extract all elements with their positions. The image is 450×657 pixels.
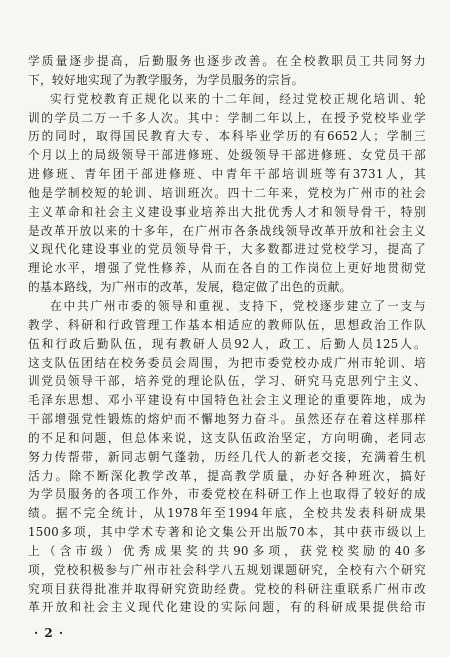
text-line: 究项目获得批准并取得研究资助经费。党校的科研注重联系广州市改 (28, 581, 426, 596)
text-line: 的不足和问题，但总体来说，这支队伍政治坚定，方向明确，老同志 (28, 430, 426, 445)
page-number: · 2 · (34, 626, 65, 640)
text-line: 义现代化建设事业的党员领导骨干，大多数都进过党校学习，提高了 (28, 242, 426, 257)
text-line: 这支队伍团结在校务委员会周围，为把市委党校办成广州市轮训、培 (28, 355, 426, 370)
text-line: 主义革命和社会主义建设事业培养出大批优秀人才和领导骨干，特别 (28, 204, 426, 219)
text-line: 理论水平，增强了党性修养，从而在各自的工作岗位上更好地贯彻党 (28, 261, 426, 276)
text-line: 绩。据不完全统计，从1978年至1994年底，全校共发表科研成果 (28, 506, 426, 521)
text-line: 下，较好地实现了为教学服务，为学员服务的宗旨。 (28, 72, 304, 87)
text-line: 上（含市级）优秀成果奖的共90多项，获党校奖励的40多 (28, 543, 426, 558)
text-line: 项，党校积极参与广州市社会科学八五规划课题研究，全校有六个研究 (28, 562, 426, 577)
document-body (28, 52, 426, 617)
text-line: 是改革开放以来的十多年，在广州市各条战线领导改革开放和社会主义 (28, 223, 426, 238)
text-line: 历的同时，取得国民教育大专、本科毕业学历的有6652人；学制三 (28, 129, 426, 144)
text-line: 训的学员二万一千多人次。其中：学制二年以上，在授予党校毕业学 (28, 110, 426, 125)
text-line: 干部增强党性锻炼的熔炉而不懈地努力奋斗。虽然还存在着这样那样 (28, 412, 426, 427)
text-line: 训党员领导干部，培养党的理论队伍，学习、研究马克思列宁主义、 (28, 374, 426, 389)
text-line: 为学员服务的各项工作外，市委党校在科研工作上也取得了较好的成 (28, 487, 426, 502)
text-line: 教学、科研和行政管理工作基本相适应的教师队伍，思想政治工作队 (28, 317, 426, 332)
text-line: 学质量逐步提高，后勤服务也逐步改善。在全校教职员工共同努力 (28, 54, 426, 68)
paragraph-start-line: 在中共广州市委的领导和重视、支持下，党校逐步建立了一支与 (50, 298, 426, 313)
text-line: 进修班、青年团干部进修班、中青年干部培训班等有3731人，其 (28, 167, 426, 182)
text-line: 1500多项，其中学术专著和论文集公开出版70本，其中获市级以上 (28, 525, 426, 540)
text-line: 个月以上的局级领导干部进修班、处级领导干部进修班、女党员干部 (28, 148, 426, 163)
text-line: 他是学制校短的轮训、培训班次。四十二年来，党校为广州市的社会 (28, 185, 426, 200)
paragraph-start-line: 实行党校教育正规化以来的十二年间，经过党校正规化培训、轮 (50, 91, 426, 106)
text-line: 努力传帮带，新同志朝气蓬勃，历经几代人的新老交接，充满着生机 (28, 449, 426, 464)
text-line: 伍和行政后勤队伍，现有教研人员92人，政工、后勤人员125人。 (28, 336, 426, 351)
text-line: 革开放和社会主义现代化建设的实际问题，有的科研成果提供给市 (28, 600, 426, 615)
text-line: 毛泽东思想、邓小平建设有中国特色社会主义理论的重要阵地，成为 (28, 393, 426, 408)
text-line: 活力。除不断深化教学改革，提高教学质量，办好各种班次，搞好 (28, 468, 426, 483)
text-line: 的基本路线，为广州市的改革，发展，稳定做了出色的贡献。 (28, 280, 352, 295)
